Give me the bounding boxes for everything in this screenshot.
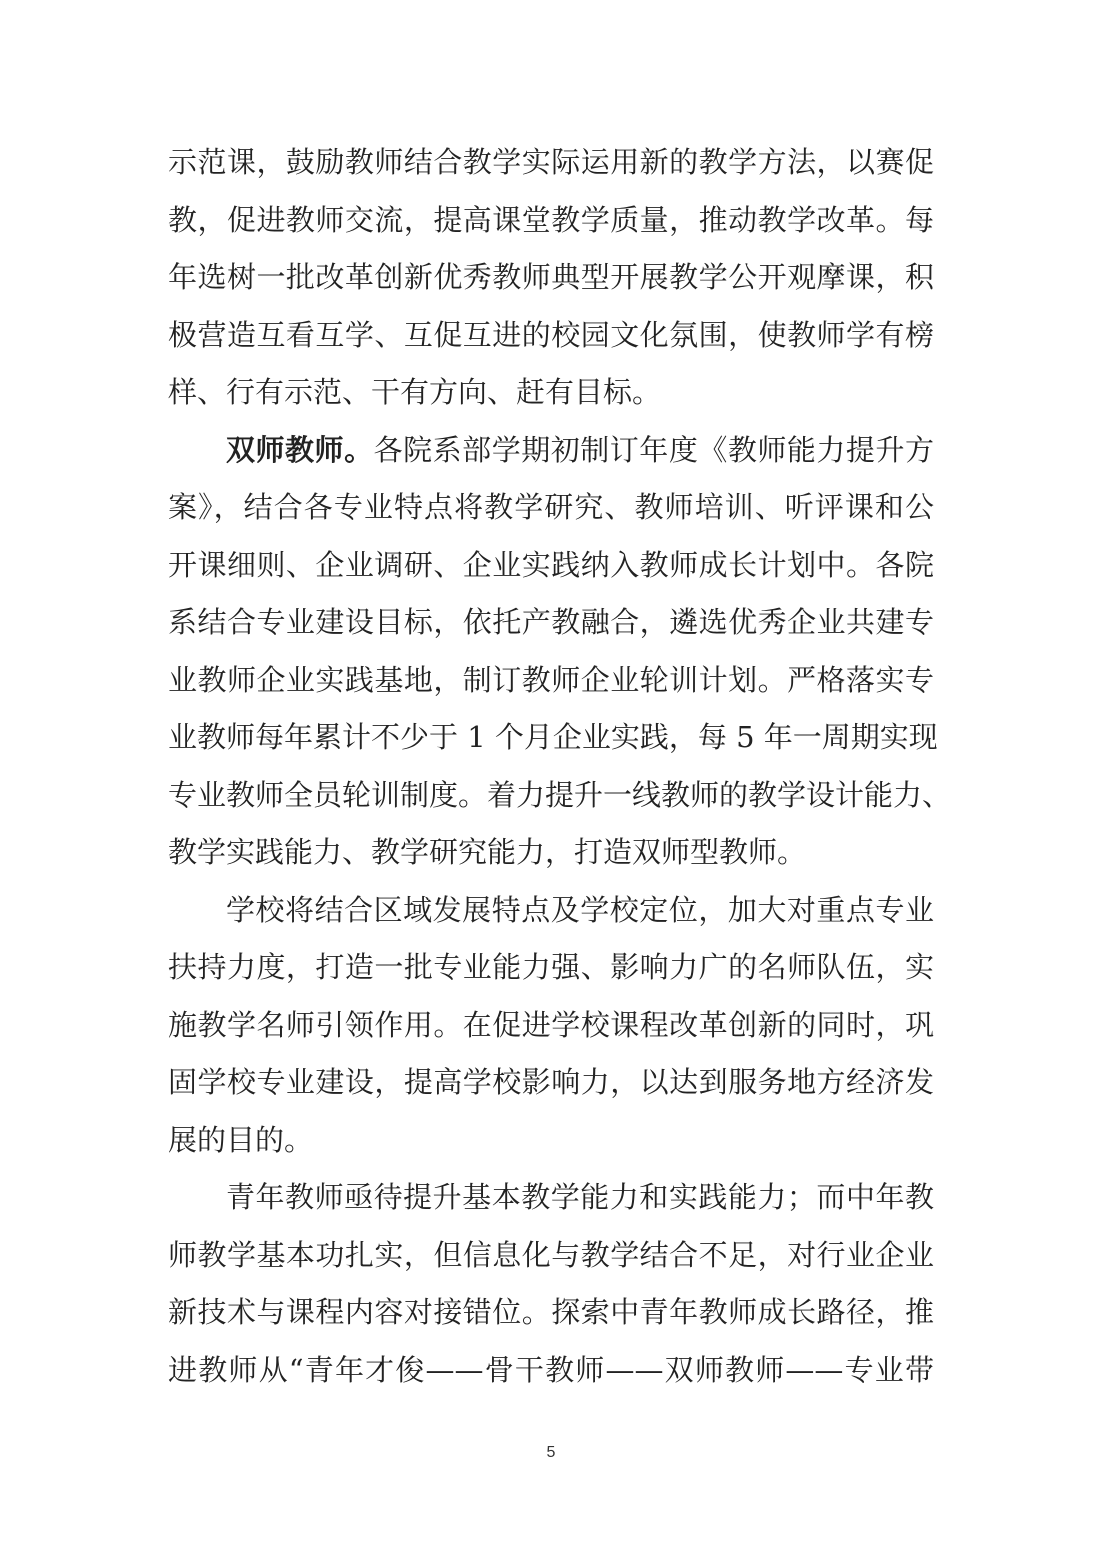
text-line: 极营造互看互学、互促互进的校园文化氛围，使教师学有榜 [168, 317, 934, 352]
text-line: 教，促进教师交流，提高课堂教学质量，推动教学改革。每 [168, 202, 934, 237]
document-body [168, 134, 952, 1399]
text-line: 青年教师亟待提升基本教学能力和实践能力；而中年教 [226, 1180, 934, 1214]
text-line: 师教学基本功扎实，但信息化与教学结合不足，对行业企业 [168, 1237, 934, 1272]
text-line: 专业教师全员轮训制度。着力提升一线教师的教学设计能力、 [168, 777, 952, 812]
text-line: 展的目的。 [168, 1122, 314, 1157]
paragraph-dual-teachers [168, 422, 952, 882]
text-line: 样、行有示范、干有方向、赶有目标。 [168, 375, 662, 409]
text-line: 开课细则、企业调研、企业实践纳入教师成长计划中。各院 [168, 547, 934, 582]
text-line: 学校将结合区域发展特点及学校定位，加大对重点专业 [226, 892, 934, 927]
paragraph-model-lessons [168, 134, 934, 422]
text-line: 教学实践能力、教学研究能力，打造双师型教师。 [168, 835, 807, 869]
text-run: 各院系部学期初制订年度《教师能力提升方 [373, 432, 934, 467]
text-line [168, 422, 934, 480]
text-line: 固学校专业建设，提高学校影响力，以达到服务地方经济发 [168, 1065, 934, 1099]
text-line: 年选树一批改革创新优秀教师典型开展教学公开观摩课，积 [168, 260, 934, 294]
text-line: 进教师从“青年才俊——骨干教师——双师教师——专业带 [168, 1352, 934, 1387]
text-line: 业教师企业实践基地，制订教师企业轮训计划。严格落实专 [168, 662, 934, 697]
text-line: 扶持力度，打造一批专业能力强、影响力广的名师队伍，实 [168, 950, 934, 984]
text-line: 施教学名师引领作用。在促进学校课程改革创新的同时，巩 [168, 1007, 934, 1042]
paragraph-teacher-growth [168, 1169, 934, 1399]
text-line: 案》，结合各专业特点将教学研究、教师培训、听评课和公 [168, 490, 934, 524]
section-lead-heading: 双师教师。 [226, 432, 374, 467]
text-line: 业教师每年累计不少于 1 个月企业实践，每 5 年一周期实现 [168, 720, 938, 754]
paragraph-regional-development [168, 882, 934, 1170]
text-line: 新技术与课程内容对接错位。探索中青年教师成长路径，推 [168, 1295, 934, 1329]
text-line: 示范课，鼓励教师结合教学实际运用新的教学方法，以赛促 [168, 145, 934, 179]
page-number: 5 [546, 1444, 556, 1461]
text-line: 系结合专业建设目标，依托产教融合，遴选优秀企业共建专 [168, 605, 934, 639]
